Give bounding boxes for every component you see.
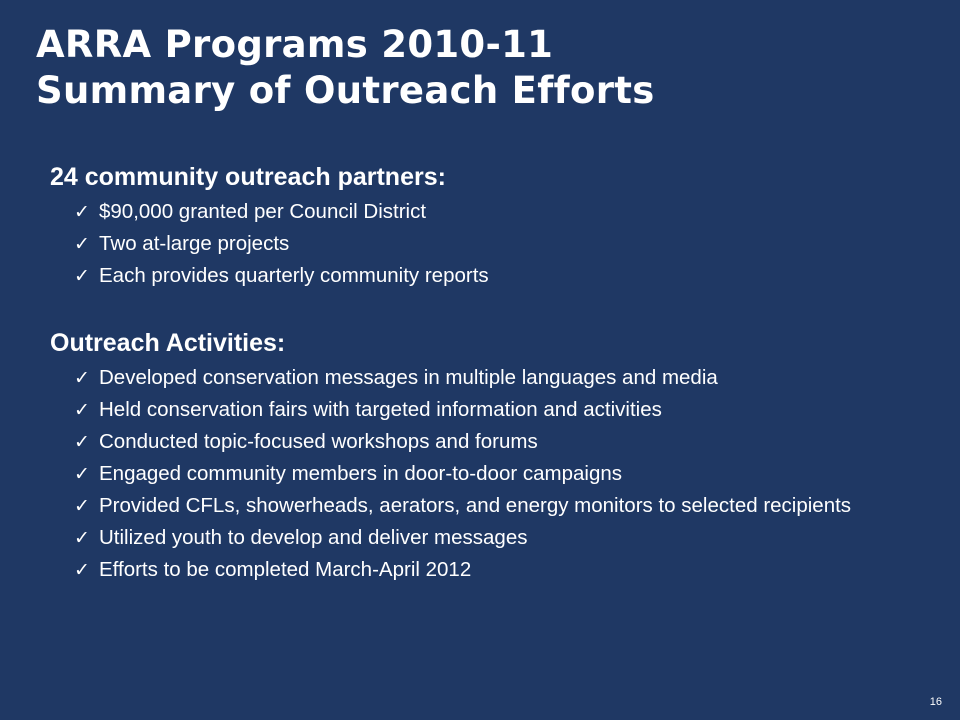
checkmark-icon: ✓: [74, 265, 90, 287]
list-item: [50, 196, 930, 228]
checkmark-icon: ✓: [74, 463, 90, 485]
list-item-text: Conducted topic-focused workshops and forums: [99, 430, 538, 453]
section-heading: 24 community outreach partners:: [50, 163, 446, 191]
checkmark-icon: ✓: [74, 527, 90, 549]
list-item-text: Developed conservation messages in multiple languages and media: [99, 366, 718, 389]
checkmark-icon: ✓: [74, 233, 90, 255]
title-line-1: ARRA Programs 2010-11: [36, 23, 554, 66]
list-item: [50, 394, 930, 426]
list-item: [50, 260, 930, 292]
list-item: [50, 554, 930, 586]
list-item: [50, 490, 930, 522]
checkmark-icon: ✓: [74, 367, 90, 389]
list-item-text: Held conservation fairs with targeted information and activities: [99, 398, 662, 421]
list-item-text: Two at-large projects: [99, 232, 290, 255]
list-item-text: Each provides quarterly community reports: [99, 264, 489, 287]
checkmark-icon: ✓: [74, 559, 90, 581]
list-item-text: Efforts to be completed March-April 2012: [99, 558, 472, 581]
slide-title: [36, 22, 655, 114]
list-item: [50, 458, 930, 490]
checkmark-icon: ✓: [74, 399, 90, 421]
list-item: [50, 426, 930, 458]
list-item-text: Utilized youth to develop and deliver messages: [99, 526, 528, 549]
list-item-text: Provided CFLs, showerheads, aerators, and energy monitors to selected recipients: [99, 494, 852, 517]
partners-list: [50, 196, 930, 292]
activities-section: [50, 326, 930, 586]
section-heading: Outreach Activities:: [50, 329, 286, 357]
checkmark-icon: ✓: [74, 431, 90, 453]
list-item: [50, 522, 930, 554]
list-item-text: Engaged community members in door-to-door campaigns: [99, 462, 623, 485]
checkmark-icon: ✓: [74, 201, 90, 223]
page-number: 16: [929, 696, 942, 708]
checkmark-icon: ✓: [74, 495, 90, 517]
activities-list: [50, 362, 930, 586]
list-item: [50, 362, 930, 394]
title-line-2: Summary of Outreach Efforts: [36, 69, 655, 112]
list-item: [50, 228, 930, 260]
partners-section: [50, 160, 930, 292]
list-item-text: $90,000 granted per Council District: [99, 200, 427, 223]
